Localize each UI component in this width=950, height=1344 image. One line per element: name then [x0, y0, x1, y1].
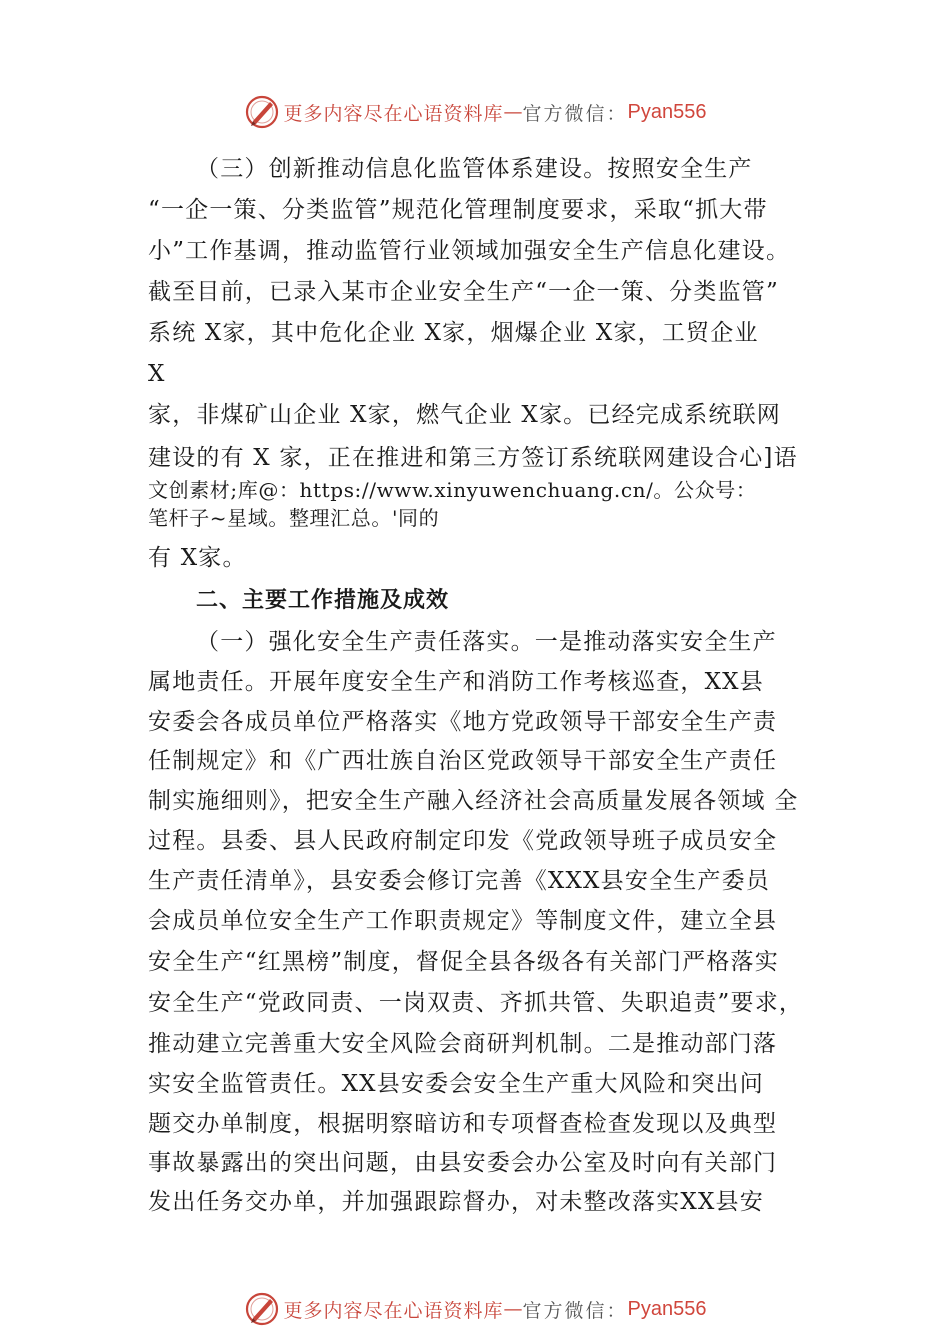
library-logo-icon: [244, 94, 280, 130]
paragraph-line: （三）创新推动信息化监管体系建设。按照安全生产: [196, 156, 753, 182]
paragraph-line: 属地责任。开展年度安全生产和消防工作考核巡查，XX县: [148, 669, 764, 695]
banner-dash: —: [503, 101, 523, 123]
paragraph-line: 家，非煤矿山企业 X家，燃气企业 X家。已经完成系统联网: [148, 402, 781, 428]
wechat-id: Pyan556: [627, 100, 707, 123]
paragraph-line: 小”工作基调，推动监管行业领域加强安全生产信息化建设。: [148, 238, 791, 264]
paragraph-line: 文创素材;库@：https://www.xinyuwenchuang.cn/。公众号：: [148, 478, 757, 502]
wechat-label: 官方微信：: [522, 102, 628, 125]
paragraph-line: 建设的有 X 家，正在推进和第三方签订系统联网建设合心]语: [148, 445, 798, 471]
paragraph-line: 安全生产“党政同责、一岗双责、齐抓共管、失职追责”要求，: [148, 990, 804, 1016]
paragraph-line: 截至目前，已录入某市企业安全生产“一企一策、分类监管”: [148, 279, 779, 305]
paragraph-line: 会成员单位安全生产工作职责规定》等制度文件，建立全县: [148, 908, 778, 934]
footer-banner: [0, 1289, 950, 1329]
paragraph-line: 推动建立完善重大安全风险会商研判机制。二是推动部门落: [148, 1031, 778, 1057]
paragraph-line: X: [148, 361, 166, 387]
library-text: 更多内容尽在心语资料库: [283, 102, 504, 125]
header-banner: [0, 92, 950, 132]
library-text: 更多内容尽在心语资料库: [283, 1299, 504, 1322]
paragraph-line: “一企一策、分类监管”规范化管理制度要求，采取“抓大带: [148, 197, 768, 223]
banner-dash: —: [503, 1298, 523, 1320]
wechat-label: 官方微信：: [522, 1299, 628, 1322]
paragraph-line: 安委会各成员单位严格落实《地方党政领导干部安全生产责: [148, 709, 778, 735]
wechat-id: Pyan556: [627, 1297, 707, 1320]
paragraph-line: 有 X家。: [148, 545, 247, 571]
paragraph-line: 制实施细则》，把安全生产融入经济社会高质量发展各领域 全: [148, 788, 799, 814]
paragraph-line: 实安全监管责任。XX县安委会安全生产重大风险和突出问: [148, 1071, 764, 1097]
paragraph-line: 笔杆子~星域。整理汇总。'同的: [148, 506, 440, 530]
paragraph-line: 任制规定》和《广西壮族自治区党政领导干部安全生产责任: [148, 748, 778, 774]
paragraph-line: 生产责任清单》，县安委会修订完善《XXX县安全生产委员: [148, 868, 771, 894]
section-heading: 二、主要工作措施及成效: [196, 588, 450, 613]
paragraph-line: 事故暴露出的突出问题，由县安委会办公室及时向有关部门: [148, 1150, 778, 1176]
paragraph-line: 系统 X家，其中危化企业 X家，烟爆企业 X家，工贸企业: [148, 320, 759, 346]
paragraph-line: 题交办单制度，根据明察暗访和专项督查检查发现以及典型: [148, 1111, 778, 1137]
paragraph-line: （一）强化安全生产责任落实。一是推动落实安全生产: [196, 629, 777, 655]
paragraph-line: 发出任务交办单，并加强跟踪督办，对未整改落实XX县安: [148, 1189, 764, 1215]
paragraph-line: 安全生产“红黑榜”制度，督促全县各级各有关部门严格落实: [148, 949, 779, 975]
paragraph-line: 过程。县委、县人民政府制定印发《党政领导班子成员安全: [148, 828, 778, 854]
library-logo-icon: [244, 1291, 280, 1327]
